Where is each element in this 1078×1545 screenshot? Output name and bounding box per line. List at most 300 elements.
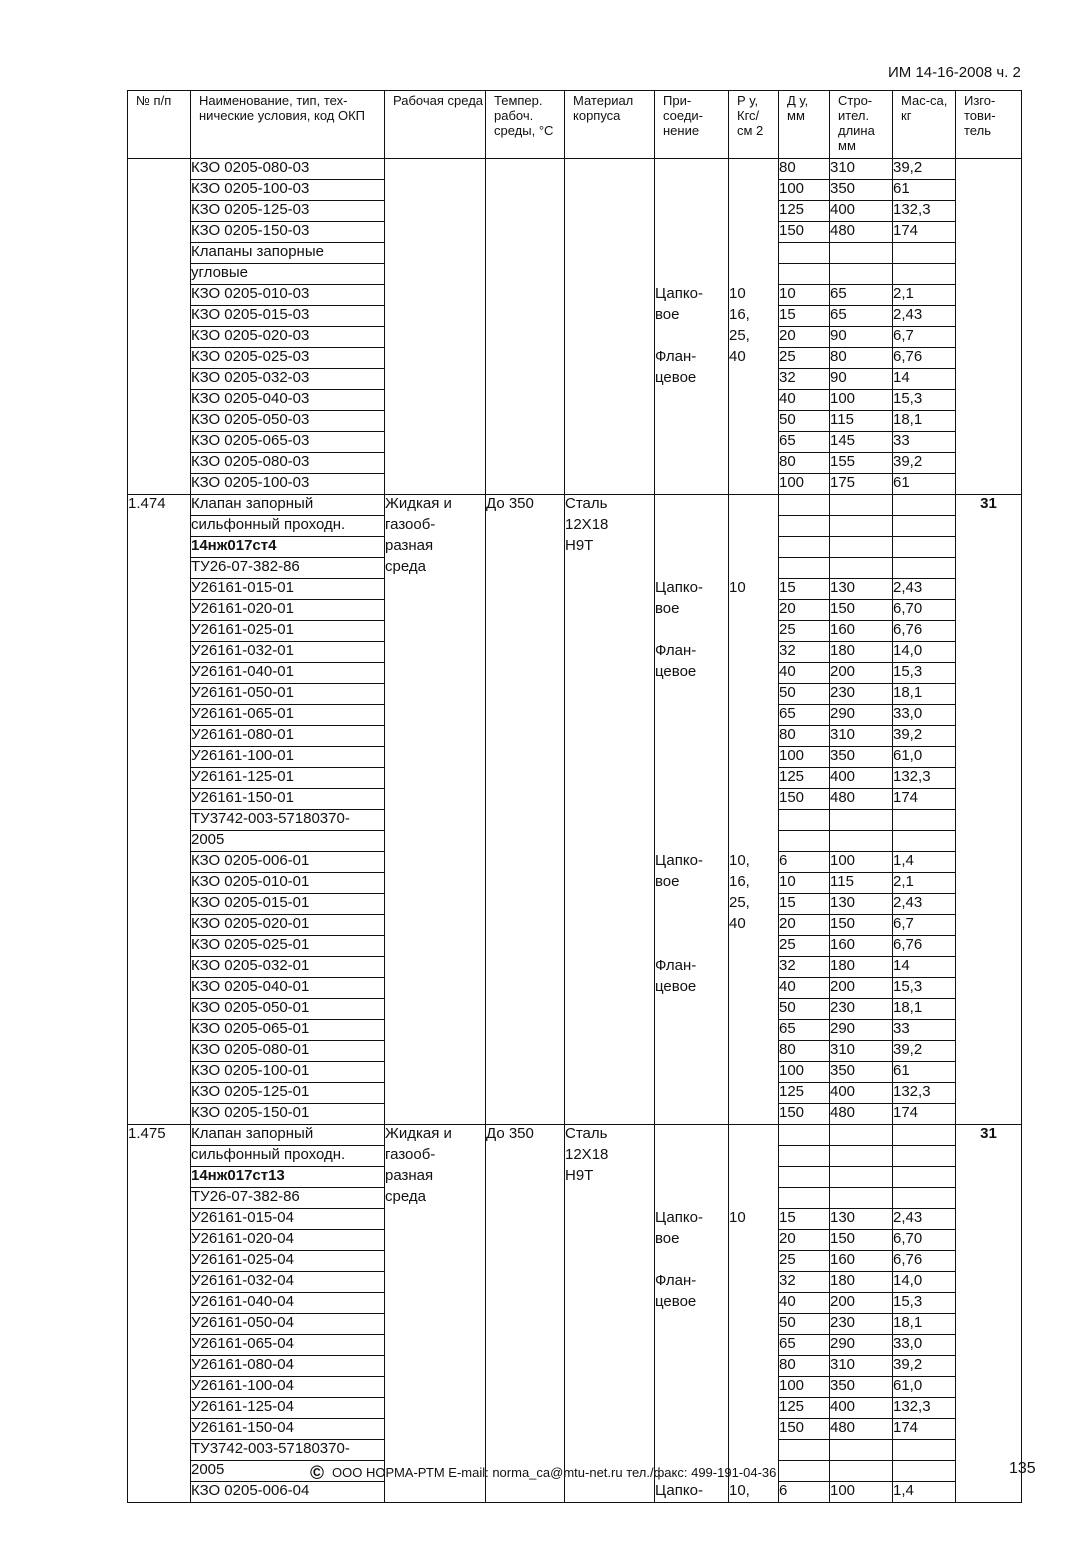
row-number-cell [128,915,191,936]
working-medium-cell [385,726,486,747]
connection-cell [655,180,729,201]
face-length-cell: 100 [830,390,893,411]
temperature-cell [486,936,565,957]
table-row [128,1440,1022,1461]
item-name-cell: У26161-040-01 [191,663,385,684]
connection-cell [655,1083,729,1104]
connection-cell [655,1398,729,1419]
temperature-cell: До 350 [486,1125,565,1146]
temperature-cell [486,180,565,201]
item-name-cell: У26161-015-01 [191,579,385,600]
connection-cell: Цапко- [655,285,729,306]
working-medium-cell [385,1020,486,1041]
face-length-cell: 65 [830,306,893,327]
table-row [128,369,1022,390]
working-medium-cell [385,390,486,411]
nominal-diameter-cell: 100 [779,1062,830,1083]
working-medium-cell [385,831,486,852]
table-row [128,222,1022,243]
pressure-cell [729,558,779,579]
nominal-diameter-cell: 32 [779,642,830,663]
working-medium-cell: среда [385,558,486,579]
item-name-cell: КЗО 0205-020-03 [191,327,385,348]
mass-cell: 61 [893,474,956,495]
table-row [128,1356,1022,1377]
temperature-cell [486,1188,565,1209]
nominal-diameter-cell [779,831,830,852]
face-length-cell [830,243,893,264]
pressure-cell [729,1272,779,1293]
connection-cell [655,936,729,957]
item-name-cell: КЗО 0205-065-01 [191,1020,385,1041]
manufacturer-cell: 31 [956,495,1022,516]
pressure-cell [729,1146,779,1167]
manufacturer-cell [956,159,1022,180]
nominal-diameter-cell [779,1440,830,1461]
pressure-cell: 16, [729,873,779,894]
row-number-cell [128,831,191,852]
mass-cell [893,537,956,558]
header-cell: Р у, Кгс/ см 2 [729,91,779,159]
face-length-cell [830,558,893,579]
nominal-diameter-cell: 20 [779,327,830,348]
connection-cell: вое [655,1230,729,1251]
face-length-cell: 115 [830,873,893,894]
face-length-cell: 160 [830,1251,893,1272]
item-name-cell: КЗО 0205-125-01 [191,1083,385,1104]
row-number-cell [128,1356,191,1377]
manufacturer-cell [956,1209,1022,1230]
mass-cell [893,1125,956,1146]
temperature-cell [486,957,565,978]
face-length-cell: 480 [830,222,893,243]
temperature-cell [486,810,565,831]
table-row [128,978,1022,999]
table-row [128,1167,1022,1188]
connection-cell: Флан- [655,348,729,369]
pressure-cell [729,1251,779,1272]
pressure-cell: 25, [729,894,779,915]
face-length-cell: 350 [830,180,893,201]
pressure-cell [729,411,779,432]
mass-cell [893,1146,956,1167]
pressure-cell [729,201,779,222]
nominal-diameter-cell: 100 [779,474,830,495]
table-row [128,1398,1022,1419]
header-cell: № п/п [128,91,191,159]
header-cell: Мас-са, кг [893,91,956,159]
mass-cell: 1,4 [893,1482,956,1503]
item-name-cell: Клапан запорный [191,1125,385,1146]
row-number-cell [128,726,191,747]
mass-cell: 18,1 [893,684,956,705]
working-medium-cell [385,243,486,264]
body-material-cell [565,1209,655,1230]
item-name-cell: КЗО 0205-080-01 [191,1041,385,1062]
mass-cell: 6,70 [893,1230,956,1251]
working-medium-cell: газооб- [385,1146,486,1167]
pressure-cell [729,1125,779,1146]
mass-cell [893,516,956,537]
mass-cell: 18,1 [893,411,956,432]
pressure-cell [729,1167,779,1188]
body-material-cell [565,1104,655,1125]
row-number-cell [128,369,191,390]
item-name-cell: ТУ26-07-382-86 [191,1188,385,1209]
nominal-diameter-cell: 32 [779,1272,830,1293]
manufacturer-cell [956,1251,1022,1272]
body-material-cell [565,1398,655,1419]
mass-cell: 6,7 [893,915,956,936]
pressure-cell [729,180,779,201]
table-row [128,243,1022,264]
table-row [128,894,1022,915]
manufacturer-cell [956,1188,1022,1209]
table-row [128,579,1022,600]
pressure-cell: 10 [729,1209,779,1230]
temperature-cell [486,243,565,264]
nominal-diameter-cell: 80 [779,453,830,474]
table-row [128,201,1022,222]
manufacturer-cell [956,705,1022,726]
header-cell: При-соеди-нение [655,91,729,159]
row-number-cell [128,201,191,222]
connection-cell [655,1020,729,1041]
face-length-cell [830,516,893,537]
pressure-cell [729,810,779,831]
nominal-diameter-cell: 15 [779,579,830,600]
nominal-diameter-cell: 40 [779,1293,830,1314]
connection-cell [655,243,729,264]
manufacturer-cell [956,936,1022,957]
connection-cell [655,894,729,915]
connection-cell [655,810,729,831]
temperature-cell [486,1314,565,1335]
manufacturer-cell [956,1104,1022,1125]
connection-cell [655,768,729,789]
nominal-diameter-cell: 125 [779,768,830,789]
connection-cell [655,1146,729,1167]
body-material-cell [565,621,655,642]
connection-cell: Цапко- [655,579,729,600]
nominal-diameter-cell: 125 [779,1083,830,1104]
pressure-cell [729,1377,779,1398]
nominal-diameter-cell: 80 [779,1356,830,1377]
face-length-cell: 290 [830,1335,893,1356]
temperature-cell [486,159,565,180]
temperature-cell [486,453,565,474]
working-medium-cell [385,852,486,873]
table-row [128,726,1022,747]
temperature-cell [486,1020,565,1041]
item-name-cell: КЗО 0205-080-03 [191,159,385,180]
nominal-diameter-cell [779,537,830,558]
row-number-cell [128,1293,191,1314]
working-medium-cell [385,348,486,369]
header-cell: Рабочая среда [385,91,486,159]
table-row [128,999,1022,1020]
manufacturer-cell [956,789,1022,810]
face-length-cell: 290 [830,1020,893,1041]
body-material-cell [565,852,655,873]
item-name-cell: КЗО 0205-020-01 [191,915,385,936]
temperature-cell [486,264,565,285]
mass-cell: 15,3 [893,663,956,684]
mass-cell: 33 [893,1020,956,1041]
header-cell: Материал корпуса [565,91,655,159]
working-medium-cell [385,1398,486,1419]
nominal-diameter-cell: 10 [779,285,830,306]
row-number-cell [128,306,191,327]
body-material-cell [565,1440,655,1461]
manufacturer-cell [956,516,1022,537]
nominal-diameter-cell: 25 [779,621,830,642]
manufacturer-cell [956,1041,1022,1062]
header-cell: Стро-ител. длина мм [830,91,893,159]
row-number-cell [128,264,191,285]
temperature-cell [486,1230,565,1251]
nominal-diameter-cell [779,1461,830,1482]
item-name-cell: У26161-100-04 [191,1377,385,1398]
working-medium-cell [385,579,486,600]
working-medium-cell [385,642,486,663]
body-material-cell [565,1041,655,1062]
connection-cell: Цапко- [655,1209,729,1230]
row-number-cell [128,222,191,243]
pressure-cell [729,789,779,810]
row-number-cell [128,1167,191,1188]
body-material-cell [565,579,655,600]
body-material-cell [565,1314,655,1335]
temperature-cell [486,1293,565,1314]
nominal-diameter-cell: 20 [779,600,830,621]
header-cell: Темпер. рабоч. среды, °С [486,91,565,159]
row-number-cell [128,1440,191,1461]
body-material-cell [565,915,655,936]
connection-cell [655,1440,729,1461]
face-length-cell: 115 [830,411,893,432]
face-length-cell [830,810,893,831]
temperature-cell [486,768,565,789]
temperature-cell [486,873,565,894]
face-length-cell: 290 [830,705,893,726]
body-material-cell: Н9Т [565,1167,655,1188]
table-row [128,1314,1022,1335]
nominal-diameter-cell: 50 [779,999,830,1020]
temperature-cell [486,474,565,495]
temperature-cell [486,789,565,810]
nominal-diameter-cell: 50 [779,411,830,432]
temperature-cell [486,1356,565,1377]
nominal-diameter-cell: 40 [779,978,830,999]
body-material-cell [565,810,655,831]
working-medium-cell [385,978,486,999]
table-row [128,621,1022,642]
face-length-cell: 100 [830,1482,893,1503]
face-length-cell: 200 [830,663,893,684]
mass-cell [893,558,956,579]
temperature-cell [486,1104,565,1125]
row-number-cell [128,1398,191,1419]
table-row [128,1251,1022,1272]
table-row [128,306,1022,327]
body-material-cell [565,1230,655,1251]
mass-cell [893,1461,956,1482]
item-name-cell: У26161-080-01 [191,726,385,747]
working-medium-cell [385,1272,486,1293]
temperature-cell [486,852,565,873]
manufacturer-cell [956,747,1022,768]
connection-cell [655,558,729,579]
table-row [128,684,1022,705]
row-number-cell [128,159,191,180]
mass-cell: 2,43 [893,894,956,915]
manufacturer-cell [956,1398,1022,1419]
body-material-cell [565,705,655,726]
item-name-cell: 14нж017ст13 [191,1167,385,1188]
pressure-cell: 10 [729,579,779,600]
row-number-cell [128,1062,191,1083]
working-medium-cell [385,327,486,348]
body-material-cell [565,1335,655,1356]
working-medium-cell [385,1251,486,1272]
body-material-cell [565,264,655,285]
row-number-cell [128,1419,191,1440]
nominal-diameter-cell: 150 [779,222,830,243]
header-cell: Д у, мм [779,91,830,159]
body-material-cell [565,390,655,411]
connection-cell [655,789,729,810]
item-name-cell: КЗО 0205-125-03 [191,201,385,222]
temperature-cell [486,1041,565,1062]
temperature-cell [486,579,565,600]
valves-table [127,90,1022,1503]
mass-cell: 1,4 [893,852,956,873]
item-name-cell: Клапан запорный [191,495,385,516]
pressure-cell [729,390,779,411]
connection-cell: вое [655,600,729,621]
mass-cell: 14 [893,957,956,978]
connection-cell: Флан- [655,1272,729,1293]
connection-cell: цевое [655,1293,729,1314]
row-number-cell [128,1377,191,1398]
body-material-cell [565,1272,655,1293]
manufacturer-cell [956,663,1022,684]
connection-cell [655,1125,729,1146]
table-row [128,537,1022,558]
mass-cell: 15,3 [893,390,956,411]
working-medium-cell [385,1209,486,1230]
manufacturer-cell [956,600,1022,621]
row-number-cell [128,1230,191,1251]
row-number-cell [128,516,191,537]
pressure-cell [729,1062,779,1083]
item-name-cell: У26161-020-01 [191,600,385,621]
manufacturer-cell [956,915,1022,936]
temperature-cell [486,306,565,327]
nominal-diameter-cell: 10 [779,873,830,894]
mass-cell: 174 [893,1104,956,1125]
manufacturer-cell [956,1440,1022,1461]
body-material-cell [565,474,655,495]
manufacturer-cell [956,348,1022,369]
mass-cell [893,243,956,264]
body-material-cell [565,201,655,222]
mass-cell: 2,43 [893,579,956,600]
connection-cell [655,474,729,495]
temperature-cell [486,222,565,243]
face-length-cell [830,1125,893,1146]
mass-cell [893,810,956,831]
working-medium-cell: среда [385,1188,486,1209]
mass-cell: 174 [893,1419,956,1440]
face-length-cell [830,537,893,558]
table-row [128,873,1022,894]
item-name-cell: сильфонный проходн. [191,1146,385,1167]
manufacturer-cell [956,726,1022,747]
nominal-diameter-cell: 15 [779,894,830,915]
face-length-cell: 90 [830,327,893,348]
connection-cell: Флан- [655,642,729,663]
nominal-diameter-cell [779,1188,830,1209]
table-row [128,1083,1022,1104]
manufacturer-cell [956,894,1022,915]
nominal-diameter-cell [779,264,830,285]
working-medium-cell [385,894,486,915]
face-length-cell: 400 [830,1083,893,1104]
item-name-cell: КЗО 0205-015-03 [191,306,385,327]
manufacturer-cell [956,222,1022,243]
pressure-cell: 10, [729,1482,779,1503]
nominal-diameter-cell: 6 [779,1482,830,1503]
body-material-cell [565,1251,655,1272]
nominal-diameter-cell [779,243,830,264]
row-number-cell [128,1020,191,1041]
nominal-diameter-cell: 125 [779,1398,830,1419]
item-name-cell: сильфонный проходн. [191,516,385,537]
face-length-cell [830,1440,893,1461]
nominal-diameter-cell: 32 [779,957,830,978]
face-length-cell [830,831,893,852]
row-number-cell [128,873,191,894]
face-length-cell: 350 [830,1377,893,1398]
working-medium-cell [385,1377,486,1398]
manufacturer-cell [956,768,1022,789]
temperature-cell [486,1440,565,1461]
manufacturer-cell [956,831,1022,852]
manufacturer-cell [956,852,1022,873]
temperature-cell [486,327,565,348]
table-row [128,936,1022,957]
row-number-cell [128,327,191,348]
temperature-cell [486,1419,565,1440]
face-length-cell [830,1146,893,1167]
connection-cell [655,411,729,432]
body-material-cell [565,1188,655,1209]
working-medium-cell [385,306,486,327]
item-name-cell: КЗО 0205-065-03 [191,432,385,453]
pressure-cell [729,1041,779,1062]
connection-cell [655,1356,729,1377]
face-length-cell: 310 [830,1356,893,1377]
manufacturer-cell [956,1377,1022,1398]
working-medium-cell [385,684,486,705]
nominal-diameter-cell: 65 [779,1335,830,1356]
body-material-cell: 12Х18 [565,1146,655,1167]
item-name-cell: У26161-020-04 [191,1230,385,1251]
nominal-diameter-cell: 25 [779,348,830,369]
row-number-cell [128,621,191,642]
